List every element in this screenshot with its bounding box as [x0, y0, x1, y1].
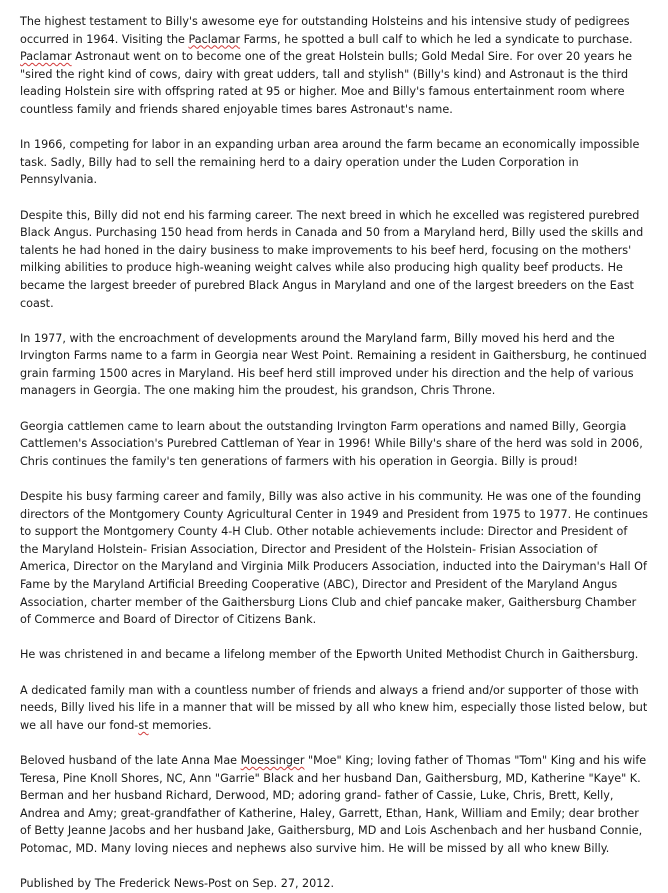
paragraph — [20, 682, 648, 735]
text-run: He was christened in and became a lifelong member of the Epworth United Methodist Church in Gaithersburg. — [20, 648, 639, 662]
text-run: memories. — [148, 718, 212, 732]
spellcheck-flagged-word: st — [138, 718, 149, 732]
text-run: In 1966, competing for labor in an expanding urban area around the farm became an economically impossible task. Sadly, Billy had to sell the remaining herd to a dairy operation under the Luden Corporation in Pennsylvania. — [20, 138, 640, 187]
publication-note — [20, 875, 648, 893]
spellcheck-flagged-word: Paclamar — [188, 32, 241, 46]
text-run: In 1977, with the encroachment of developments around the Maryland farm, Billy moved his herd and the Irvington Farms name to a farm in Georgia near West Point. Remaining a resident in Gaithersburg, he continued grain farming 1500 acres in Maryland. His beef herd still improved under his direction and the help of various managers in Georgia. The one making him the proudest, his grandson, Chris Throne. — [20, 331, 647, 398]
text-run: Despite his busy farming career and family, Billy was also active in his community. He was one of the founding directors of the Montgomery County Agricultural Center in 1949 and President from 1975 to 1977. He continues to support the Montgomery County 4-H Club. Other notable achievements include: Director and President of the Maryland Holstein- Frisian Association, Director and President of the Holstein- Frisian Association of America, Director on the Maryland and Virginia Milk Producers Association, inducted into the Dairyman's Hall Of Fame by the Maryland Artificial Breeding Cooperative (ABC), Director and President of the Maryland Angus Association, charter member of the Gaithersburg Lions Club and chief pancake maker, Gaithersburg Chamber of Commerce and Board of Director of Citizens Bank. — [20, 490, 649, 627]
paragraph — [20, 136, 648, 189]
spellcheck-flagged-word: Moessinger — [240, 753, 305, 767]
text-run: The highest testament to Billy's awesome eye for outstanding Holsteins and his intensive study of pedigrees occurred in 1964. Visiting the — [20, 15, 630, 46]
text-run: Beloved husband of the late Anna Mae — [20, 753, 241, 767]
paragraph — [20, 488, 648, 629]
paragraph — [20, 13, 648, 119]
spellcheck-flagged-word: Paclamar — [20, 50, 72, 64]
paragraph — [20, 418, 648, 471]
text-run: Despite this, Billy did not end his farming career. The next breed in which he excelled was registered purebred Black Angus. Purchasing 150 head from herds in Canada and 50 from a Maryland herd, Billy used the skills and talents he had honed in the dairy business to make improvements to his beef herd, focusing on the mothers' milking abilities to produce high-weaning weight calves while also producing high quality beef products. He became the largest breeder of purebred Black Angus in Maryland and one of the largest breeders on the East coast. — [20, 208, 644, 310]
document-body — [20, 13, 648, 893]
text-run: Farms, he spotted a bull calf to which he led a syndicate to purchase. — [240, 32, 633, 46]
paragraph — [20, 330, 648, 400]
paragraph — [20, 752, 648, 858]
text-run: Published by The Frederick News-Post on Sep. 27, 2012. — [20, 877, 335, 891]
text-run: A dedicated family man with a countless number of friends and always a friend and/or supporter of those with needs, Billy lived his life in a manner that will be missed by all who knew him, especially those listed below, but we all have our fond- — [20, 683, 648, 732]
text-run: Georgia cattlemen came to learn about the outstanding Irvington Farm operations and named Billy, Georgia Cattlemen's Association's Purebred Cattleman of Year in 1996! While Billy's share of the herd was sold in 2006, Chris continues the family's ten generations of farmers with his operation in Georgia. Billy is proud! — [20, 419, 643, 468]
text-run: "Moe" King; loving father of Thomas "Tom" King and his wife Teresa, Pine Knoll Shores, NC, Ann "Garrie" Black and her husband Dan, Gaithersburg, MD, Katherine "Kaye" K. Berman and her husband Richard, Derwood, MD; adoring grand- father of Cassie, Luke, Chris, Brett, Kelly, Andrea and Amy; great-grandfather of Katherine, Haley, Garrett, Ethan, Hank, William and Emily; dear brother of Betty Jeanne Jacobs and her husband Jake, Gaithersburg, MD and Lois Aschenbach and her husband Connie, Potomac, MD. Many loving nieces and nephews also survive him. He will be missed by all who knew Billy. — [20, 753, 647, 855]
paragraph — [20, 646, 648, 664]
text-run: Astronaut went on to become one of the great Holstein bulls; Gold Medal Sire. For over 20 years he "sired the right kind of cows, dairy with great udders, tall and stylish" (Billy's kind) and Astronaut is the third leading Holstein sire with offspring rated at 95 or higher. Moe and Billy's famous entertainment room where countless family and friends shared enjoyable times bares Astronaut's name. — [20, 50, 633, 116]
paragraph — [20, 207, 648, 313]
